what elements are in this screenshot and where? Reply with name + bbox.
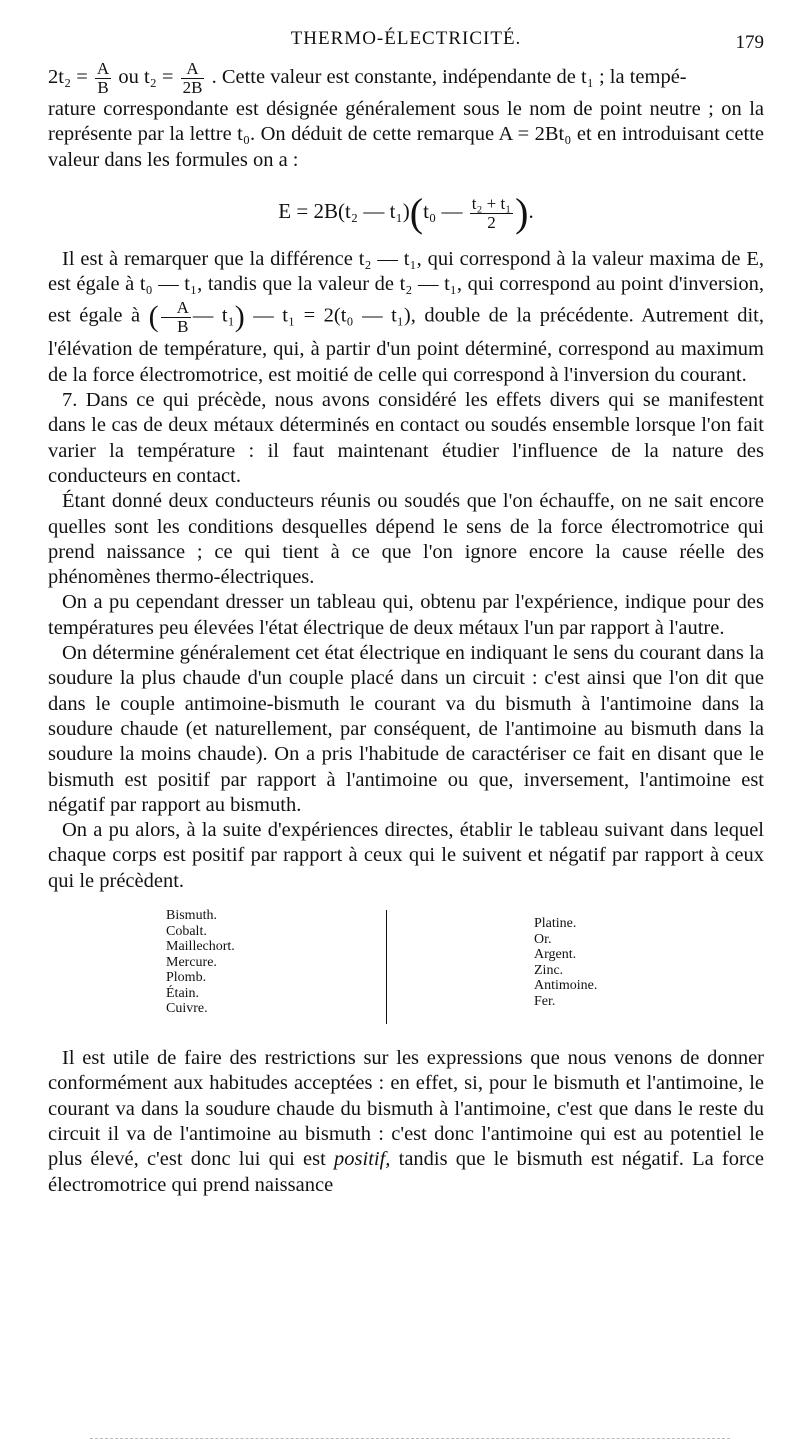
right-paren: ) xyxy=(234,300,245,334)
page-footer-rule xyxy=(90,1438,730,1442)
fraction-numerator: A xyxy=(96,59,110,78)
paragraph-tableau: On a pu cependant dresser un tableau qui, obtenu par l'expérience, indique pour des températures peu élevées l'état électrique de deux métaux l'un par rapport à l'autre. xyxy=(48,591,764,639)
paragraph-point-neutre: rature correspondante est désignée généralement sous le nom de point neutre ; on la représente par la lettre t₀. On déduit de cette remarque A = 2Bt₀ et en introduisant cette valeur dans les formules on a : xyxy=(48,98,764,171)
display-eq-end: . xyxy=(528,198,534,223)
para2-mid: — t₁ xyxy=(192,305,235,328)
paragraph-etat-electrique: On détermine généralement cet état électrique en indiquant le sens du courant dans la soudure la plus chaude d'un couple placé dans un circuit : c'est ainsi que l'on dit que dans le couple antimoine-bismuth le courant va du bismuth à l'antimoine dans la soudure chaude (et naturellement, par conséquent, de l'antimoine au bismuth dans la soudure la moins chaude). On a pris l'habitude de caractériser ce fait en disant que le bismuth est positif par rapport à l'antimoine ou que, inversement, l'antimoine est négatif par rapport au bismuth. xyxy=(48,642,764,816)
fraction-numerator: A xyxy=(181,60,205,79)
display-eq-inner: t₀ — xyxy=(423,198,463,223)
thermoelectric-series-table xyxy=(48,908,764,1026)
fraction-numerator: A xyxy=(161,299,191,318)
eq1-ou: ou t₂ = xyxy=(118,66,174,89)
right-paren: ) xyxy=(515,190,529,236)
para2-text-b: — t₁ = 2(t₀ — t₁), double de la précédente. Autrement dit, l'élévation de température, qui, à partir d'un point déterminé, correspond au maximum de la force électromotrice, est moitié de celle qui correspond à l'inversion du courant. xyxy=(48,305,764,386)
left-paren: ( xyxy=(148,300,159,334)
eq1-rest: . Cette valeur est constante, indépendante de t₁ ; la tempé- xyxy=(211,66,687,89)
table-cell: Plomb. xyxy=(166,970,207,986)
para8-text-a: Il est utile de faire des restrictions sur les expressions que nous venons de donner conformément aux habitudes acceptées : en effet, si, pour le bismuth et l'antimoine, le courant va dans la soudure chaude du bismuth à l'antimoine, c'est que dans le reste du circuit il va de l'antimoine au bismuth : c'est donc l'antimoine qui est au potentiel le plus élevé, c'est donc lui qui est xyxy=(48,1047,764,1171)
table-cell: Platine. xyxy=(534,916,577,932)
display-eq-left: E = 2B(t₂ — t₁) xyxy=(278,198,410,223)
display-eq-fraction xyxy=(470,195,513,232)
table-cell: Fer. xyxy=(534,993,556,1009)
eq1-fraction-a-over-2b xyxy=(181,60,205,97)
table-right-column xyxy=(534,916,597,1009)
table-left-column xyxy=(166,908,235,1017)
table-cell: Antimoine. xyxy=(534,978,598,994)
paragraph-restrictions xyxy=(48,1046,764,1198)
table-divider xyxy=(386,910,387,1024)
table-cell: Zinc. xyxy=(534,962,564,978)
eq1-lhs: 2t₂ = xyxy=(48,66,88,89)
page-header xyxy=(48,28,764,60)
table-cell: Argent. xyxy=(534,947,577,963)
table-cell: Cuivre. xyxy=(166,1001,208,1017)
paragraph-experiences: On a pu alors, à la suite d'expériences directes, établir le tableau suivant dans lequel chaque corps est positif par rapport à ceux qui le suivent et négatif par rapport à ceux qui le précèdent. xyxy=(48,819,764,892)
paragraph-conducteurs: Étant donné deux conducteurs réunis ou soudés que l'on échauffe, on ne sait encore quelles sont les conditions desquelles dépend le sens de la force électromotrice qui prend naissance ; ce qui tient à ce que l'on ignore encore la cause réelle des phénomènes thermo-électriques. xyxy=(48,490,764,589)
table-cell: Mercure. xyxy=(166,954,217,970)
table-cell: Or. xyxy=(534,931,552,947)
equation-line-1 xyxy=(48,60,764,97)
paragraph-section-7: 7. Dans ce qui précède, nous avons considéré les effets divers qui se manifestent dans le cas de deux métaux déterminés en contact ou soudés ensemble lorsque l'on fait varier la température : il faut maintenant étudier l'influence de la nature des conducteurs en contact. xyxy=(48,389,764,487)
table-cell: Bismuth. xyxy=(166,908,217,924)
page xyxy=(48,28,764,1198)
para2-text-a: Il est à remarquer que la différence t₂ — t₁, qui correspond à la valeur maxima de E, est égale à t₀ — t₁, tandis que la valeur de t₂ — t₁, qui correspond au point d'inversion, est égale à xyxy=(48,247,764,328)
table-cell: Maillechort. xyxy=(166,939,235,955)
running-title: THERMO-ÉLECTRICITÉ. xyxy=(290,28,522,49)
fraction-denominator: B xyxy=(177,316,189,336)
para8-text-b: tandis que le bismuth est négatif. La force électromotrice qui prend naissance xyxy=(48,1148,765,1196)
display-equation xyxy=(48,187,764,235)
fraction-numerator: t₂ + t₁ xyxy=(471,193,512,213)
para8-emphasis: positif, xyxy=(334,1148,391,1171)
table-cell: Étain. xyxy=(166,985,200,1001)
fraction-denominator: B xyxy=(97,78,109,97)
para2-fraction-a-over-b xyxy=(161,299,191,336)
paragraph-difference xyxy=(48,247,764,388)
fraction-denominator: 2 xyxy=(487,212,496,232)
eq1-fraction-a-over-b xyxy=(95,60,111,97)
table-cell: Cobalt. xyxy=(166,923,207,939)
page-number: 179 xyxy=(735,32,764,53)
left-paren: ( xyxy=(409,190,424,236)
fraction-denominator: 2B xyxy=(182,78,203,97)
